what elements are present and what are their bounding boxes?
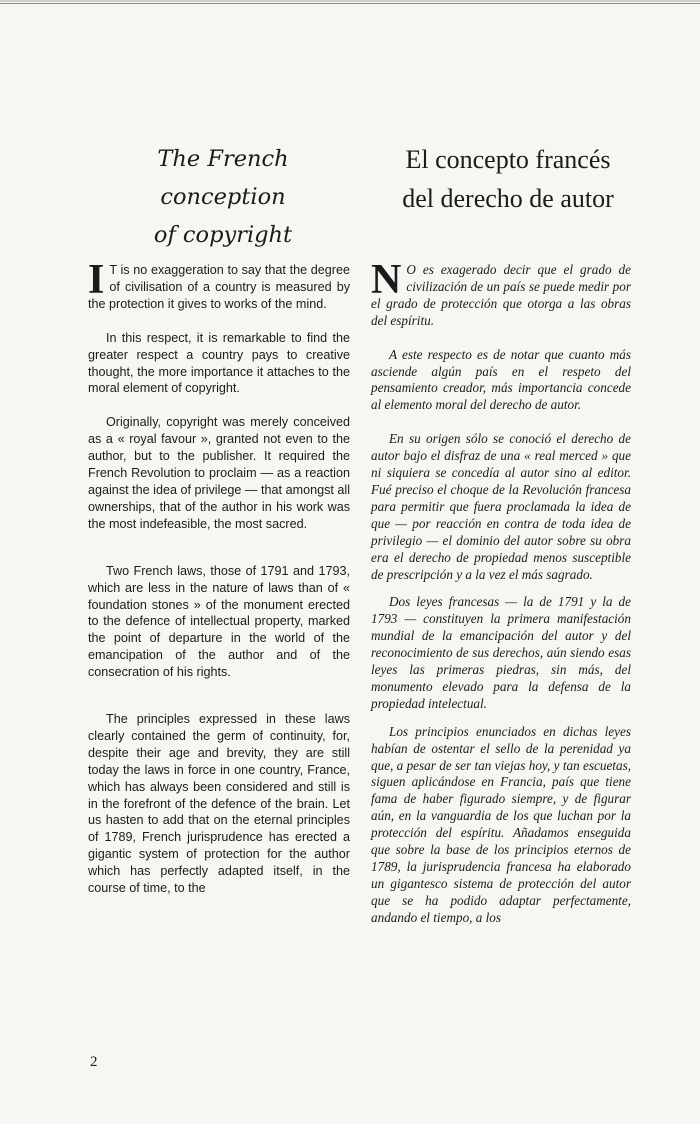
top-rule — [0, 3, 700, 4]
title-english-line-2: of copyright — [153, 222, 293, 248]
spanish-drop-cap: N — [371, 257, 402, 303]
english-paragraph-1 — [88, 257, 350, 313]
spanish-column — [371, 257, 631, 927]
title-spanish — [370, 140, 646, 218]
title-spanish-line-1: El concepto francés — [405, 145, 611, 174]
spanish-paragraph-3: En su origen sólo se conoció el derecho de autor bajo el disfraz de una « real merced » que ni siquiera se concedía al autor sino al editor. Fué preciso el choque de la Revolución francesa para permitir que fuera proclamada la idea de que — por reacción en contra de toda idea de privilegio — el dominio del autor sobre su obra era el derecho de propiedad menos susceptible de prescripción y a la vez el más sagrado. — [371, 431, 631, 582]
spanish-paragraph-4: Dos leyes francesas — la de 1791 y la de 1793 — constituyen la primera manifestación mundial de la emancipación del autor y del reconocimiento de sus derechos, aún siendo esas leyes las primeras piedras, sin más, del monumento elevado para la defensa de la propiedad intelectual. — [371, 594, 631, 711]
page-number: 2 — [90, 1054, 98, 1070]
english-column — [88, 257, 350, 897]
english-paragraph-3: Originally, copyright was merely conceived as a « royal favour », granted not even to the author, but to the publisher. It required the French Revolution to proclaim — as a reaction against the idea of privilege — that amongst all ownerships, that of the author in his work was the most indefeasible, the most sacred. — [88, 415, 350, 531]
english-paragraph-4: Two French laws, those of 1791 and 1793, which are less in the nature of laws than of « foundation stones » of the monument erected to the defence of intellectual property, marked the point of departure in the world of the emancipation of the author and of the consecration of his rights. — [88, 563, 350, 680]
spanish-paragraph-5: Los principios enunciados en dichas leyes habían de ostentar el sello de la perenidad ya que, a pesar de ser tan viejas hoy, y tan escuetas, siguen aplicándose en Francia, país que tiene fama de haber figurado siempre, y de figurar aún, en la vanguardia de los que luchan por la protección del espíritu. Añadamos enseguida que sobre la base de los principios eternos de 1789, la jurisprudencia francesa ha elaborado un gigantesco sistema de protección del autor que se ha podido adaptar perfectamente, andando el tiempo, a los — [371, 723, 631, 925]
top-edge-shadow — [0, 0, 700, 2]
english-drop-cap: I — [88, 257, 105, 303]
english-paragraph-2: In this respect, it is remarkable to find the greater respect a country pays to creative thought, the more importance it attaches to the moral element of copyright. — [88, 330, 350, 396]
title-spanish-line-2: del derecho de autor — [402, 184, 614, 213]
spanish-paragraph-2: A este respecto es de notar que cuanto más asciende algún país en el respeto del pensamiento creador, más importancia concede al elemento moral del derecho de autor. — [371, 346, 631, 413]
title-english — [92, 140, 354, 254]
spanish-paragraph-1 — [371, 257, 631, 330]
spanish-paragraph-1-text: O es exagerado decir que el grado de civilización de un país se puede medir por el grado de protección que otorga a las obras del espíritu. — [371, 262, 631, 328]
title-english-line-1: The French conception — [157, 146, 289, 210]
english-paragraph-1-text: T is no exaggeration to say that the degree of civilisation of a country is measured by the protection it gives to works of the mind. — [88, 263, 350, 311]
english-paragraph-5: The principles expressed in these laws clearly contained the germ of continuity, for, despite their age and brevity, they are still today the laws in force in one country, France, which has always been considered and still is in the forefront of the defence of the brain. Let us hasten to add that on the eternal principles of 1789, French jurisprudence has erected a gigantic system of protection for the author which has perfectly adapted itself, in the course of time, to the — [88, 712, 350, 896]
